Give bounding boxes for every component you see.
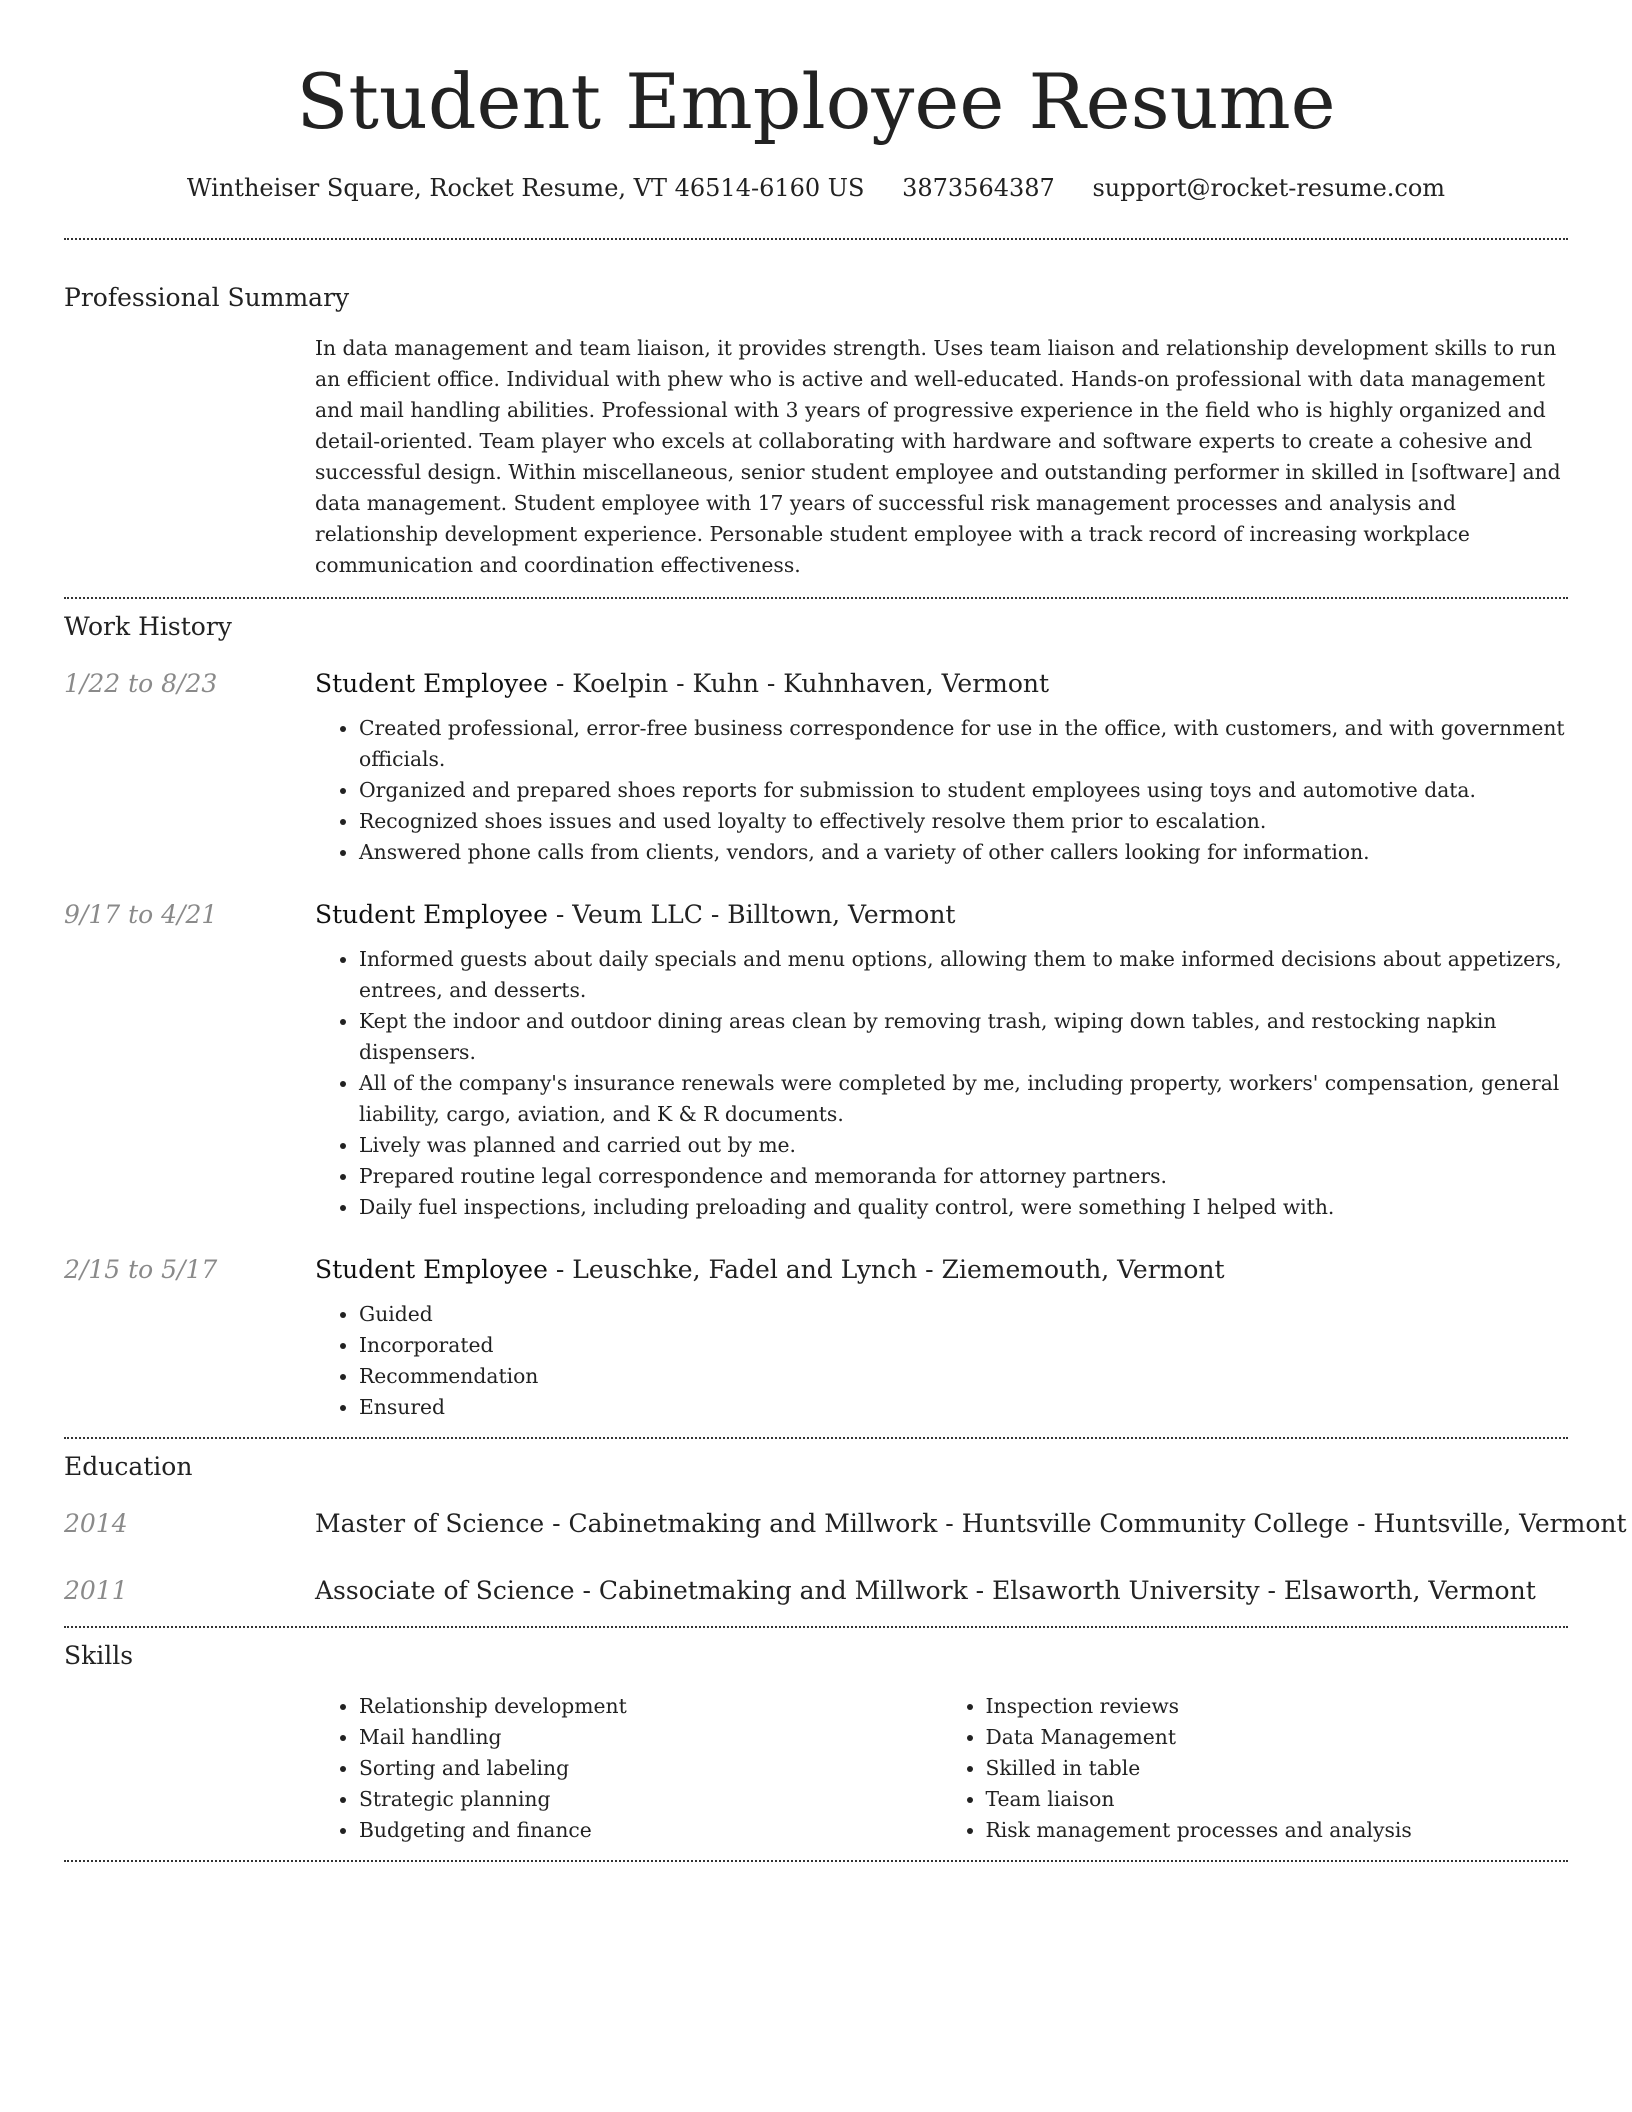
page-title: Student Employee Resume bbox=[296, 57, 1336, 146]
job-employer: - Veum LLC - Billtown, Vermont bbox=[547, 900, 956, 929]
list-item: • Lively was planned and carried out by me. bbox=[359, 1130, 1568, 1161]
skill-item: • Budgeting and finance bbox=[359, 1815, 942, 1846]
skills-list-right bbox=[942, 1691, 1569, 1846]
section-education bbox=[64, 1450, 1627, 1608]
education-entry bbox=[64, 1574, 1568, 1608]
contact-line bbox=[64, 172, 1568, 204]
skills-list-left bbox=[315, 1691, 942, 1846]
skill-item: • Mail handling bbox=[359, 1722, 942, 1753]
list-item: • Recommendation bbox=[359, 1361, 1568, 1392]
skills-grid bbox=[315, 1691, 1568, 1846]
job-role: Student Employee bbox=[315, 900, 548, 929]
education-school: - Elsaworth University - Elsaworth, Vermont bbox=[967, 1576, 1536, 1605]
list-item: • Ensured bbox=[359, 1392, 1568, 1423]
divider bbox=[64, 597, 1568, 599]
list-item: • Created professional, error-free business correspondence for use in the office, with customers, and with government officials. bbox=[359, 713, 1568, 775]
section-heading-summary: Professional Summary bbox=[64, 283, 350, 312]
job-entry bbox=[64, 667, 1568, 868]
job-entry bbox=[64, 1253, 1568, 1423]
list-item: • Prepared routine legal correspondence and memoranda for attorney partners. bbox=[359, 1161, 1568, 1192]
education-degree: Associate of Science - Cabinetmaking and Millwork bbox=[315, 1576, 968, 1605]
list-item: • Kept the indoor and outdoor dining areas clean by removing trash, wiping down tables, and restocking napkin dispensers. bbox=[359, 1006, 1568, 1068]
resume-page bbox=[64, 0, 1627, 1862]
education-line bbox=[315, 1574, 1568, 1608]
contact-email[interactable]: support@rocket-resume.com bbox=[1092, 174, 1446, 202]
job-title bbox=[315, 1253, 1568, 1287]
section-heading-skills: Skills bbox=[64, 1641, 134, 1670]
list-item: • Guided bbox=[359, 1299, 1568, 1330]
section-work-history bbox=[64, 610, 1568, 1423]
job-dates: 1/22 to 8/23 bbox=[64, 669, 218, 698]
section-heading-work: Work History bbox=[64, 612, 232, 641]
list-item: • Answered phone calls from clients, vendors, and a variety of other callers looking for information. bbox=[359, 837, 1568, 868]
education-year: 2011 bbox=[64, 1576, 128, 1605]
summary-text: In data management and team liaison, it provides strength. Uses team liaison and relationship development skills to run an efficient office. Individual with phew who is active and well-educated. Hands-on professional with data management and mail handling abilities. Professional with 3 years of progressive experience in the field who is highly organized and detail-oriented. Team player who excels at collaborating with hardware and software experts to create a cohesive and successful design. Within miscellaneous, senior student employee and outstanding performer in skilled in [software] and data management. Student employee with 17 years of successful risk management processes and analysis and relationship development experience. Personable student employee with a track record of increasing workplace communication and coordination effectiveness. bbox=[315, 336, 1561, 577]
skill-item: • Risk management processes and analysis bbox=[986, 1815, 1569, 1846]
skill-item: • Relationship development bbox=[359, 1691, 942, 1722]
job-bullets bbox=[315, 1299, 1568, 1423]
list-item: • All of the company's insurance renewals were completed by me, including property, workers' compensation, general liability, cargo, aviation, and K & R documents. bbox=[359, 1068, 1568, 1130]
list-item: • Organized and prepared shoes reports for submission to student employees using toys and automotive data. bbox=[359, 775, 1568, 806]
skill-item: • Strategic planning bbox=[359, 1784, 942, 1815]
skill-item: • Data Management bbox=[986, 1722, 1569, 1753]
divider bbox=[64, 1626, 1568, 1628]
job-role: Student Employee bbox=[315, 669, 548, 698]
section-skills bbox=[64, 1639, 1568, 1846]
education-line bbox=[315, 1507, 1627, 1541]
job-title bbox=[315, 667, 1568, 701]
list-item: • Daily fuel inspections, including preloading and quality control, were something I helped with. bbox=[359, 1192, 1568, 1223]
skill-item: • Skilled in table bbox=[986, 1753, 1569, 1784]
job-dates: 9/17 to 4/21 bbox=[64, 900, 218, 929]
job-role: Student Employee bbox=[315, 1255, 548, 1284]
education-entry bbox=[64, 1507, 1627, 1541]
divider bbox=[64, 1860, 1568, 1862]
skill-item: • Sorting and labeling bbox=[359, 1753, 942, 1784]
job-employer: - Koelpin - Kuhn - Kuhnhaven, Vermont bbox=[547, 669, 1050, 698]
list-item: • Informed guests about daily specials and menu options, allowing them to make informed decisions about appetizers, entrees, and desserts. bbox=[359, 944, 1568, 1006]
job-dates: 2/15 to 5/17 bbox=[64, 1255, 218, 1284]
section-summary bbox=[64, 281, 1568, 581]
divider bbox=[64, 1437, 1568, 1439]
section-heading-education: Education bbox=[64, 1452, 193, 1481]
contact-address: Wintheiser Square, Rocket Resume, VT 46514-6160 US bbox=[186, 174, 865, 202]
list-item: • Incorporated bbox=[359, 1330, 1568, 1361]
skill-item: • Team liaison bbox=[986, 1784, 1569, 1815]
job-title bbox=[315, 898, 1568, 932]
job-bullets bbox=[315, 944, 1568, 1223]
skill-item: • Inspection reviews bbox=[986, 1691, 1569, 1722]
education-school: - Huntsville Community College - Huntsville, Vermont bbox=[937, 1509, 1627, 1538]
divider bbox=[64, 238, 1568, 240]
contact-phone: 3873564387 bbox=[902, 174, 1055, 202]
list-item: • Recognized shoes issues and used loyalty to effectively resolve them prior to escalation. bbox=[359, 806, 1568, 837]
job-bullets bbox=[315, 713, 1568, 868]
education-year: 2014 bbox=[64, 1509, 128, 1538]
job-employer: - Leuschke, Fadel and Lynch - Ziememouth, Vermont bbox=[547, 1255, 1225, 1284]
job-entry bbox=[64, 898, 1568, 1223]
education-degree: Master of Science - Cabinetmaking and Millwork bbox=[315, 1509, 938, 1538]
